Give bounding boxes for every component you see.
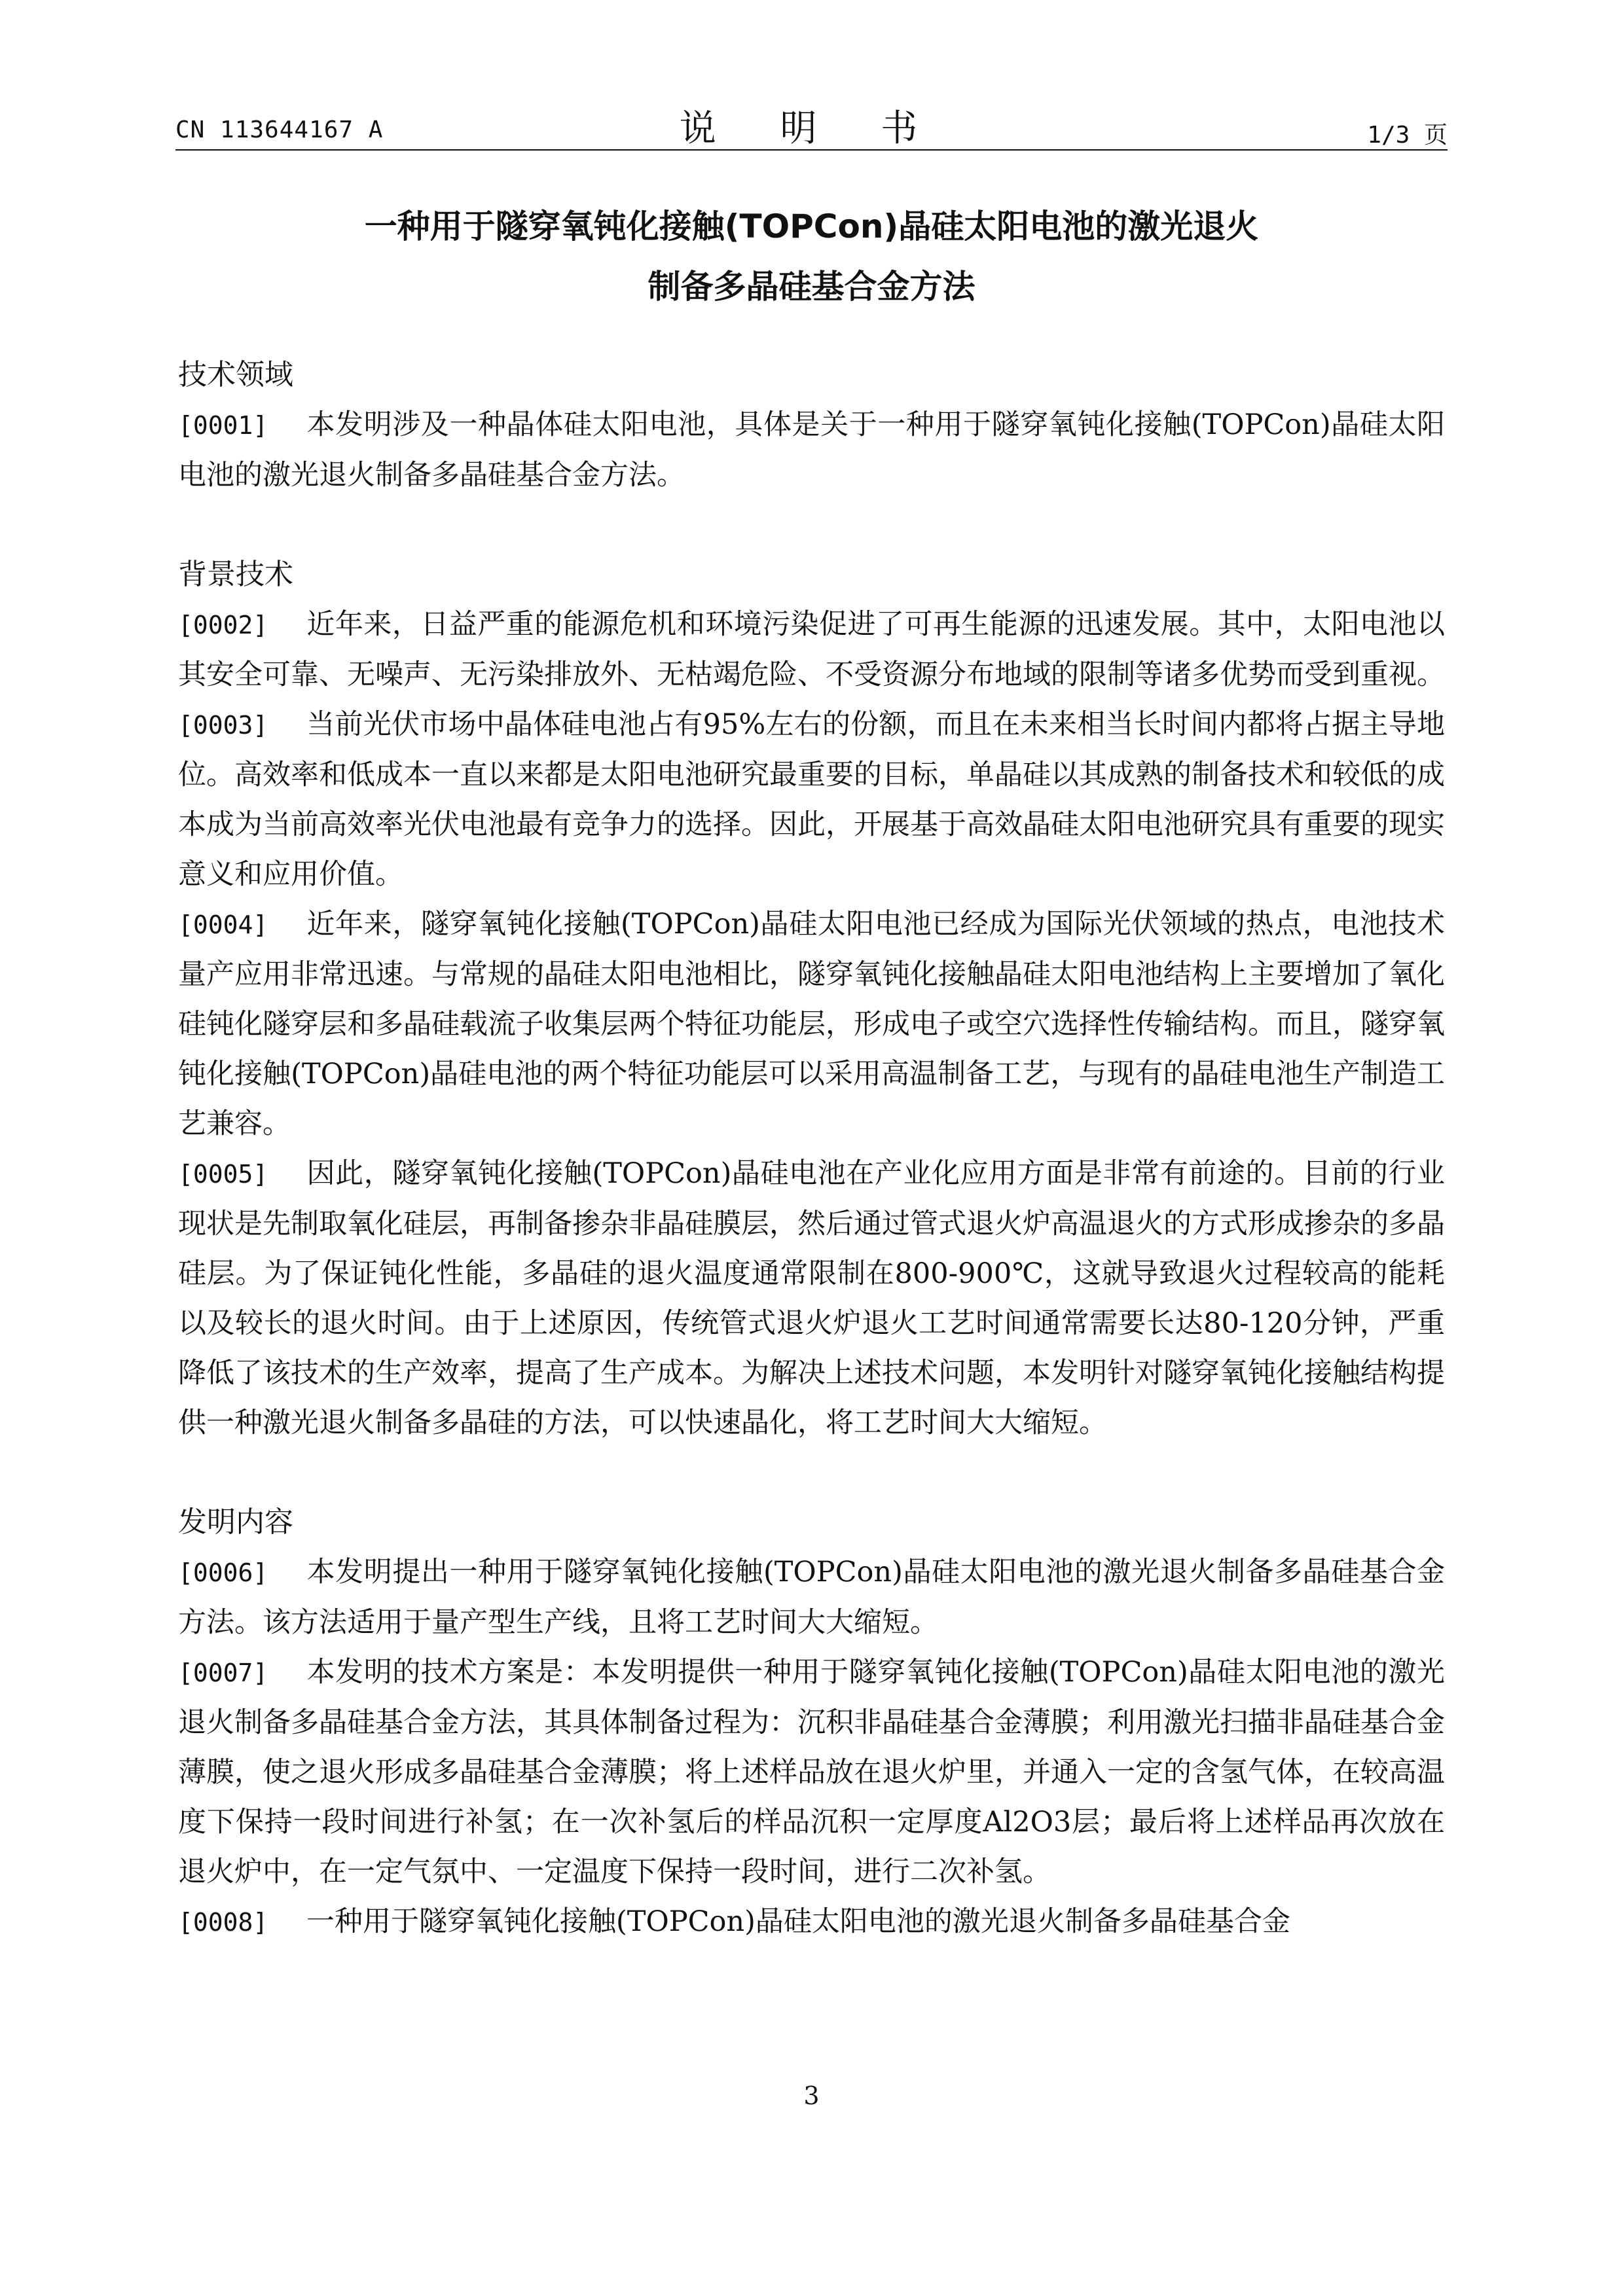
page-indicator: 1/3 页 (1367, 122, 1448, 149)
page-header (175, 98, 1448, 151)
paragraph-number: [0002] (178, 611, 268, 639)
paragraph-0007 (178, 1647, 1445, 1897)
section-heading-background: 背景技术 (178, 558, 293, 591)
paragraph-text: 当前光伏市场中晶体硅电池占有95%左右的份额，而且在未来相当长时间内都将占据主导地位。高效率和低成本一直以来都是太阳电池研究最重要的目标，单晶硅以其成熟的制备技术和较低的成本成为当前高效率光伏电池最有竞争力的选择。因此，开展基于高效晶硅太阳电池研究具有重要的现实意义和应用价值。 (178, 708, 1445, 891)
document-body (178, 350, 1445, 1947)
paragraph-number: [0004] (178, 910, 268, 939)
paragraph-number: [0005] (178, 1160, 268, 1189)
paragraph-number: [0008] (178, 1908, 268, 1937)
paragraph-text: 本发明涉及一种晶体硅太阳电池，具体是关于一种用于隧穿氧钝化接触(TOPCon)晶硅太阳电池的激光退火制备多晶硅基合金方法。 (178, 408, 1445, 492)
page-number: 3 (803, 2081, 820, 2110)
patent-title-line-2: 制备多晶硅基合金方法 (647, 268, 976, 306)
section-heading-summary: 发明内容 (178, 1505, 293, 1539)
paragraph-text: 因此，隧穿氧钝化接触(TOPCon)晶硅电池在产业化应用方面是非常有前途的。目前的行业现状是先制取氧化硅层，再制备掺杂非晶硅膜层，然后通过管式退火炉高温退火的方式形成掺杂的多晶硅层。为了保证钝化性能，多晶硅的退火温度通常限制在800-900℃，这就导致退火过程较高的能耗以及较长的退火时间。由于上述原因，传统管式退火炉退火工艺时间通常需要长达80-120分钟，严重降低了该技术的生产效率，提高了生产成本。为解决上述技术问题，本发明针对隧穿氧钝化接触结构提供一种激光退火制备多晶硅的方法，可以快速晶化，将工艺时间大大缩短。 (178, 1157, 1445, 1439)
paragraph-0004 (178, 899, 1445, 1149)
paragraph-text: 近年来，隧穿氧钝化接触(TOPCon)晶硅太阳电池已经成为国际光伏领域的热点，电池技术量产应用非常迅速。与常规的晶硅太阳电池相比，隧穿氧钝化接触晶硅太阳电池结构上主要增加了氧化硅钝化隧穿层和多晶硅载流子收集层两个特征功能层，形成电子或空穴选择性传输结构。而且，隧穿氧钝化接触(TOPCon)晶硅电池的两个特征功能层可以采用高温制备工艺，与现有的晶硅电池生产制造工艺兼容。 (178, 908, 1445, 1140)
paragraph-number: [0001] (178, 411, 268, 440)
paragraph-text: 本发明提出一种用于隧穿氧钝化接触(TOPCon)晶硅太阳电池的激光退火制备多晶硅基合金方法。该方法适用于量产型生产线，且将工艺时间大大缩短。 (178, 1556, 1445, 1639)
paragraph-number: [0006] (178, 1558, 268, 1587)
spacer (178, 1448, 1445, 1498)
paragraph-text: 近年来，日益严重的能源危机和环境污染促进了可再生能源的迅速发展。其中，太阳电池以其安全可靠、无噪声、无污染排放外、无枯竭危险、不受资源分布地域的限制等诸多优势而受到重视。 (178, 608, 1445, 691)
paragraph-0002 (178, 600, 1445, 700)
section-heading-technical-field: 技术领域 (178, 358, 293, 391)
spacer (178, 500, 1445, 550)
paragraph-number: [0007] (178, 1659, 268, 1687)
paragraph-0005 (178, 1149, 1445, 1448)
header-divider (175, 149, 1448, 151)
paragraph-number: [0003] (178, 711, 268, 740)
paragraph-0006 (178, 1547, 1445, 1647)
paragraph-0001 (178, 400, 1445, 500)
paragraph-text: 本发明的技术方案是：本发明提供一种用于隧穿氧钝化接触(TOPCon)晶硅太阳电池的激光退火制备多晶硅基合金方法，其具体制备过程为：沉积非晶硅基合金薄膜；利用激光扫描非晶硅基合金薄膜，使之退火形成多晶硅基合金薄膜；将上述样品放在退火炉里，并通入一定的含氢气体，在较高温度下保持一段时间进行补氢；在一次补氢后的样品沉积一定厚度Al2O3层；最后将上述样品再次放在退火炉中，在一定气氛中、一定温度下保持一段时间，进行二次补氢。 (178, 1656, 1445, 1888)
section-title: 说 明 书 (679, 107, 944, 150)
document-number: CN 113644167 A (175, 117, 384, 143)
paragraph-0008 (178, 1897, 1445, 1947)
paragraph-0003 (178, 700, 1445, 899)
patent-title (175, 196, 1448, 317)
patent-title-line-1: 一种用于隧穿氧钝化接触(TOPCon)晶硅太阳电池的激光退火 (364, 207, 1259, 245)
paragraph-text: 一种用于隧穿氧钝化接触(TOPCon)晶硅太阳电池的激光退火制备多晶硅基合金 (306, 1905, 1290, 1938)
